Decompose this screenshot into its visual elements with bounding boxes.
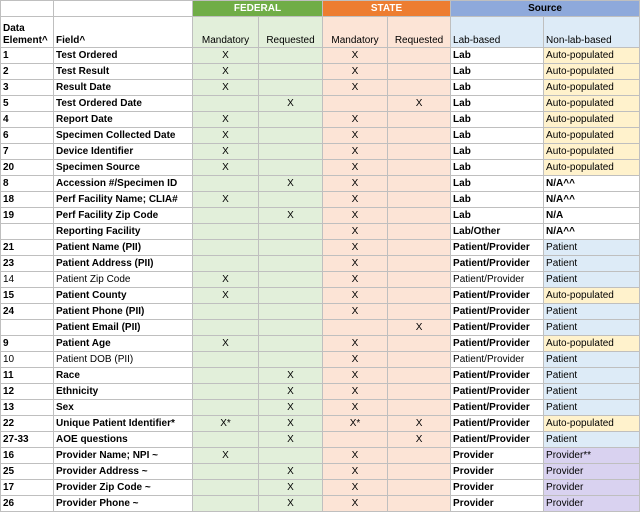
- non-lab-based-cell: Provider: [544, 480, 640, 496]
- table-row: [1, 320, 640, 336]
- table-row: [1, 368, 640, 384]
- field-cell: AOE questions: [54, 432, 193, 448]
- fed-requested-cell: X: [259, 384, 323, 400]
- state-requested-cell: [388, 80, 451, 96]
- fed-mandatory-cell: [193, 176, 259, 192]
- table-row: [1, 416, 640, 432]
- fed-requested-cell: [259, 272, 323, 288]
- lab-based-cell: Patient/Provider: [451, 304, 544, 320]
- table-row: [1, 464, 640, 480]
- fed-requested-cell: X: [259, 416, 323, 432]
- fed-mandatory-cell: X: [193, 448, 259, 464]
- fed-requested-cell: [259, 80, 323, 96]
- state-requested-cell: [388, 384, 451, 400]
- table-body: [1, 48, 640, 512]
- fed-requested-cell: X: [259, 432, 323, 448]
- element-cell: 24: [1, 304, 54, 320]
- field-cell: Device Identifier: [54, 144, 193, 160]
- fed-mandatory-cell: [193, 352, 259, 368]
- element-cell: 6: [1, 128, 54, 144]
- fed-mandatory-cell: [193, 240, 259, 256]
- lab-based-cell: Provider: [451, 464, 544, 480]
- state-requested-cell: X: [388, 432, 451, 448]
- state-mandatory-cell: X: [323, 272, 388, 288]
- non-lab-based-cell: Provider: [544, 464, 640, 480]
- table-row: [1, 144, 640, 160]
- element-cell: 4: [1, 112, 54, 128]
- element-cell: [1, 224, 54, 240]
- non-lab-based-cell: Patient: [544, 240, 640, 256]
- state-mandatory-cell: X: [323, 480, 388, 496]
- fed-requested-cell: [259, 224, 323, 240]
- fed-requested-cell: X: [259, 496, 323, 512]
- fed-requested-cell: X: [259, 480, 323, 496]
- state-mandatory-cell: X: [323, 368, 388, 384]
- state-mandatory-cell: X: [323, 384, 388, 400]
- element-cell: 23: [1, 256, 54, 272]
- fed-requested-cell: [259, 144, 323, 160]
- table-row: [1, 208, 640, 224]
- fed-requested-cell: X: [259, 400, 323, 416]
- non-lab-based-cell: Auto-populated: [544, 80, 640, 96]
- lab-based-cell: Lab: [451, 176, 544, 192]
- element-cell: 5: [1, 96, 54, 112]
- element-cell: 26: [1, 496, 54, 512]
- state-mandatory-cell: X: [323, 464, 388, 480]
- state-mandatory-cell: X: [323, 448, 388, 464]
- state-requested-cell: [388, 176, 451, 192]
- column-header-fed-requested: Requested: [259, 17, 323, 48]
- fed-mandatory-cell: [193, 400, 259, 416]
- state-mandatory-cell: X: [323, 288, 388, 304]
- field-cell: Specimen Collected Date: [54, 128, 193, 144]
- fed-mandatory-cell: X: [193, 128, 259, 144]
- state-requested-cell: [388, 288, 451, 304]
- non-lab-based-cell: Auto-populated: [544, 336, 640, 352]
- source-group-header: Source: [451, 1, 640, 17]
- non-lab-based-cell: Auto-populated: [544, 160, 640, 176]
- fed-mandatory-cell: [193, 96, 259, 112]
- lab-based-cell: Provider: [451, 496, 544, 512]
- non-lab-based-cell: Patient: [544, 432, 640, 448]
- non-lab-based-cell: Patient: [544, 368, 640, 384]
- element-cell: 13: [1, 400, 54, 416]
- fed-mandatory-cell: X: [193, 288, 259, 304]
- fed-mandatory-cell: [193, 256, 259, 272]
- state-mandatory-cell: X: [323, 240, 388, 256]
- non-lab-based-cell: Provider: [544, 496, 640, 512]
- column-header-row: [1, 17, 640, 48]
- lab-based-cell: Lab: [451, 128, 544, 144]
- field-cell: Patient Zip Code: [54, 272, 193, 288]
- state-mandatory-cell: X: [323, 128, 388, 144]
- fed-requested-cell: [259, 64, 323, 80]
- state-mandatory-cell: X: [323, 176, 388, 192]
- fed-mandatory-cell: X: [193, 64, 259, 80]
- state-mandatory-cell: X: [323, 112, 388, 128]
- non-lab-based-cell: Auto-populated: [544, 64, 640, 80]
- table-row: [1, 384, 640, 400]
- state-mandatory-cell: X*: [323, 416, 388, 432]
- non-lab-based-cell: Auto-populated: [544, 96, 640, 112]
- non-lab-based-cell: N/A^^: [544, 192, 640, 208]
- fed-requested-cell: [259, 128, 323, 144]
- table-row: [1, 256, 640, 272]
- fed-requested-cell: [259, 240, 323, 256]
- element-cell: 12: [1, 384, 54, 400]
- element-cell: 16: [1, 448, 54, 464]
- table-row: [1, 352, 640, 368]
- field-cell: Patient County: [54, 288, 193, 304]
- state-mandatory-cell: X: [323, 224, 388, 240]
- fed-requested-cell: [259, 112, 323, 128]
- element-cell: 1: [1, 48, 54, 64]
- state-requested-cell: [388, 144, 451, 160]
- state-mandatory-cell: X: [323, 400, 388, 416]
- state-requested-cell: X: [388, 96, 451, 112]
- state-requested-cell: [388, 192, 451, 208]
- state-mandatory-cell: X: [323, 304, 388, 320]
- lab-based-cell: Lab: [451, 48, 544, 64]
- column-header-lab-based: Lab-based: [451, 17, 544, 48]
- lab-based-cell: Patient/Provider: [451, 352, 544, 368]
- element-cell: 8: [1, 176, 54, 192]
- lab-based-cell: Lab: [451, 64, 544, 80]
- element-cell: 14: [1, 272, 54, 288]
- column-header-fed-mandatory: Mandatory: [193, 17, 259, 48]
- table-row: [1, 64, 640, 80]
- state-requested-cell: [388, 48, 451, 64]
- state-mandatory-cell: X: [323, 352, 388, 368]
- field-cell: Patient Address (PII): [54, 256, 193, 272]
- lab-based-cell: Lab: [451, 80, 544, 96]
- fed-requested-cell: X: [259, 96, 323, 112]
- element-cell: [1, 320, 54, 336]
- state-mandatory-cell: X: [323, 160, 388, 176]
- fed-requested-cell: [259, 448, 323, 464]
- fed-mandatory-cell: [193, 224, 259, 240]
- lab-based-cell: Patient/Provider: [451, 272, 544, 288]
- lab-based-cell: Provider: [451, 448, 544, 464]
- fed-requested-cell: X: [259, 176, 323, 192]
- element-cell: 25: [1, 464, 54, 480]
- non-lab-based-cell: Patient: [544, 256, 640, 272]
- state-mandatory-cell: X: [323, 64, 388, 80]
- blank-cell: [54, 1, 193, 17]
- non-lab-based-cell: Patient: [544, 272, 640, 288]
- field-cell: Test Ordered Date: [54, 96, 193, 112]
- state-requested-cell: [388, 304, 451, 320]
- state-mandatory-cell: X: [323, 496, 388, 512]
- column-header-state-mandatory: Mandatory: [323, 17, 388, 48]
- field-cell: Report Date: [54, 112, 193, 128]
- non-lab-based-cell: Patient: [544, 400, 640, 416]
- field-cell: Patient Phone (PII): [54, 304, 193, 320]
- element-cell: 2: [1, 64, 54, 80]
- field-cell: Perf Facility Zip Code: [54, 208, 193, 224]
- state-mandatory-cell: X: [323, 48, 388, 64]
- table-row: [1, 112, 640, 128]
- element-cell: 27-33: [1, 432, 54, 448]
- non-lab-based-cell: Auto-populated: [544, 144, 640, 160]
- state-mandatory-cell: X: [323, 144, 388, 160]
- lab-based-cell: Patient/Provider: [451, 416, 544, 432]
- fed-mandatory-cell: [193, 384, 259, 400]
- fed-requested-cell: [259, 256, 323, 272]
- fed-mandatory-cell: X: [193, 160, 259, 176]
- table-row: [1, 336, 640, 352]
- field-cell: Sex: [54, 400, 193, 416]
- table-row: [1, 272, 640, 288]
- field-cell: Provider Phone ~: [54, 496, 193, 512]
- state-requested-cell: [388, 400, 451, 416]
- column-header-field: Field^: [54, 17, 193, 48]
- field-cell: Reporting Facility: [54, 224, 193, 240]
- table-row: [1, 48, 640, 64]
- federal-group-header: FEDERAL: [193, 1, 323, 17]
- fed-mandatory-cell: [193, 304, 259, 320]
- field-cell: Patient Email (PII): [54, 320, 193, 336]
- table-row: [1, 224, 640, 240]
- table-row: [1, 128, 640, 144]
- field-cell: Perf Facility Name; CLIA#: [54, 192, 193, 208]
- fed-mandatory-cell: X: [193, 272, 259, 288]
- non-lab-based-cell: Patient: [544, 352, 640, 368]
- column-header-state-requested: Requested: [388, 17, 451, 48]
- element-cell: 7: [1, 144, 54, 160]
- state-mandatory-cell: X: [323, 208, 388, 224]
- field-cell: Accession #/Specimen ID: [54, 176, 193, 192]
- fed-mandatory-cell: X: [193, 48, 259, 64]
- state-requested-cell: [388, 272, 451, 288]
- non-lab-based-cell: Auto-populated: [544, 128, 640, 144]
- state-mandatory-cell: [323, 96, 388, 112]
- state-requested-cell: [388, 480, 451, 496]
- fed-mandatory-cell: [193, 432, 259, 448]
- table-row: [1, 96, 640, 112]
- fed-mandatory-cell: [193, 368, 259, 384]
- element-cell: 22: [1, 416, 54, 432]
- state-requested-cell: X: [388, 416, 451, 432]
- column-header-element: Data Element^: [1, 17, 54, 48]
- lab-based-cell: Lab: [451, 192, 544, 208]
- state-requested-cell: [388, 256, 451, 272]
- non-lab-based-cell: Auto-populated: [544, 112, 640, 128]
- fed-mandatory-cell: X: [193, 112, 259, 128]
- lab-based-cell: Lab: [451, 96, 544, 112]
- non-lab-based-cell: Patient: [544, 384, 640, 400]
- table-row: [1, 160, 640, 176]
- lab-based-cell: Lab/Other: [451, 224, 544, 240]
- fed-mandatory-cell: X*: [193, 416, 259, 432]
- non-lab-based-cell: Auto-populated: [544, 48, 640, 64]
- field-cell: Provider Address ~: [54, 464, 193, 480]
- lab-based-cell: Patient/Provider: [451, 288, 544, 304]
- field-cell: Specimen Source: [54, 160, 193, 176]
- field-cell: Ethnicity: [54, 384, 193, 400]
- lab-based-cell: Patient/Provider: [451, 384, 544, 400]
- fed-requested-cell: [259, 336, 323, 352]
- field-cell: Provider Zip Code ~: [54, 480, 193, 496]
- fed-requested-cell: X: [259, 208, 323, 224]
- field-cell: Test Ordered: [54, 48, 193, 64]
- state-requested-cell: [388, 64, 451, 80]
- element-cell: 9: [1, 336, 54, 352]
- field-cell: Provider Name; NPI ~: [54, 448, 193, 464]
- lab-based-cell: Lab: [451, 208, 544, 224]
- fed-mandatory-cell: X: [193, 192, 259, 208]
- fed-requested-cell: X: [259, 368, 323, 384]
- lab-based-cell: Patient/Provider: [451, 256, 544, 272]
- blank-cell: [1, 1, 54, 17]
- table-row: [1, 192, 640, 208]
- fed-requested-cell: [259, 304, 323, 320]
- table-row: [1, 80, 640, 96]
- state-requested-cell: [388, 464, 451, 480]
- field-cell: Patient Name (PII): [54, 240, 193, 256]
- non-lab-based-cell: N/A: [544, 208, 640, 224]
- state-requested-cell: [388, 160, 451, 176]
- fed-requested-cell: [259, 352, 323, 368]
- state-mandatory-cell: X: [323, 336, 388, 352]
- field-cell: Patient Age: [54, 336, 193, 352]
- non-lab-based-cell: Patient: [544, 320, 640, 336]
- state-requested-cell: [388, 368, 451, 384]
- group-header-row: [1, 1, 640, 17]
- state-mandatory-cell: X: [323, 80, 388, 96]
- element-cell: 10: [1, 352, 54, 368]
- fed-requested-cell: [259, 160, 323, 176]
- fed-requested-cell: [259, 192, 323, 208]
- field-cell: Race: [54, 368, 193, 384]
- non-lab-based-cell: N/A^^: [544, 224, 640, 240]
- lab-based-cell: Patient/Provider: [451, 336, 544, 352]
- table-row: [1, 304, 640, 320]
- state-mandatory-cell: [323, 432, 388, 448]
- fed-mandatory-cell: X: [193, 80, 259, 96]
- table-row: [1, 176, 640, 192]
- element-cell: 19: [1, 208, 54, 224]
- element-cell: 18: [1, 192, 54, 208]
- table-row: [1, 240, 640, 256]
- lab-based-cell: Lab: [451, 112, 544, 128]
- state-requested-cell: [388, 128, 451, 144]
- table-row: [1, 448, 640, 464]
- lab-based-cell: Patient/Provider: [451, 400, 544, 416]
- fed-mandatory-cell: X: [193, 336, 259, 352]
- element-cell: 15: [1, 288, 54, 304]
- field-cell: Test Result: [54, 64, 193, 80]
- state-requested-cell: [388, 448, 451, 464]
- fed-requested-cell: [259, 288, 323, 304]
- non-lab-based-cell: N/A^^: [544, 176, 640, 192]
- state-mandatory-cell: X: [323, 256, 388, 272]
- table-row: [1, 432, 640, 448]
- table-row: [1, 480, 640, 496]
- element-cell: 3: [1, 80, 54, 96]
- state-requested-cell: X: [388, 320, 451, 336]
- element-cell: 11: [1, 368, 54, 384]
- column-header-non-lab-based: Non-lab-based: [544, 17, 640, 48]
- field-cell: Result Date: [54, 80, 193, 96]
- lab-based-cell: Lab: [451, 160, 544, 176]
- field-cell: Patient DOB (PII): [54, 352, 193, 368]
- state-requested-cell: [388, 240, 451, 256]
- state-requested-cell: [388, 336, 451, 352]
- fed-mandatory-cell: X: [193, 144, 259, 160]
- lab-based-cell: Patient/Provider: [451, 368, 544, 384]
- lab-based-cell: Lab: [451, 144, 544, 160]
- state-requested-cell: [388, 352, 451, 368]
- lab-based-cell: Patient/Provider: [451, 432, 544, 448]
- fed-requested-cell: [259, 320, 323, 336]
- element-cell: 17: [1, 480, 54, 496]
- non-lab-based-cell: Auto-populated: [544, 416, 640, 432]
- state-mandatory-cell: X: [323, 192, 388, 208]
- state-requested-cell: [388, 224, 451, 240]
- state-requested-cell: [388, 208, 451, 224]
- state-group-header: STATE: [323, 1, 451, 17]
- fed-mandatory-cell: [193, 208, 259, 224]
- fed-requested-cell: [259, 48, 323, 64]
- table-row: [1, 400, 640, 416]
- field-cell: Unique Patient Identifier*: [54, 416, 193, 432]
- lab-based-cell: Patient/Provider: [451, 320, 544, 336]
- non-lab-based-cell: Patient: [544, 304, 640, 320]
- fed-mandatory-cell: [193, 480, 259, 496]
- table-row: [1, 288, 640, 304]
- element-cell: 20: [1, 160, 54, 176]
- non-lab-based-cell: Auto-populated: [544, 288, 640, 304]
- element-cell: 21: [1, 240, 54, 256]
- state-requested-cell: [388, 112, 451, 128]
- lab-based-cell: Provider: [451, 480, 544, 496]
- lab-based-cell: Patient/Provider: [451, 240, 544, 256]
- fed-mandatory-cell: [193, 320, 259, 336]
- non-lab-based-cell: Provider**: [544, 448, 640, 464]
- fed-mandatory-cell: [193, 464, 259, 480]
- fed-requested-cell: X: [259, 464, 323, 480]
- state-mandatory-cell: [323, 320, 388, 336]
